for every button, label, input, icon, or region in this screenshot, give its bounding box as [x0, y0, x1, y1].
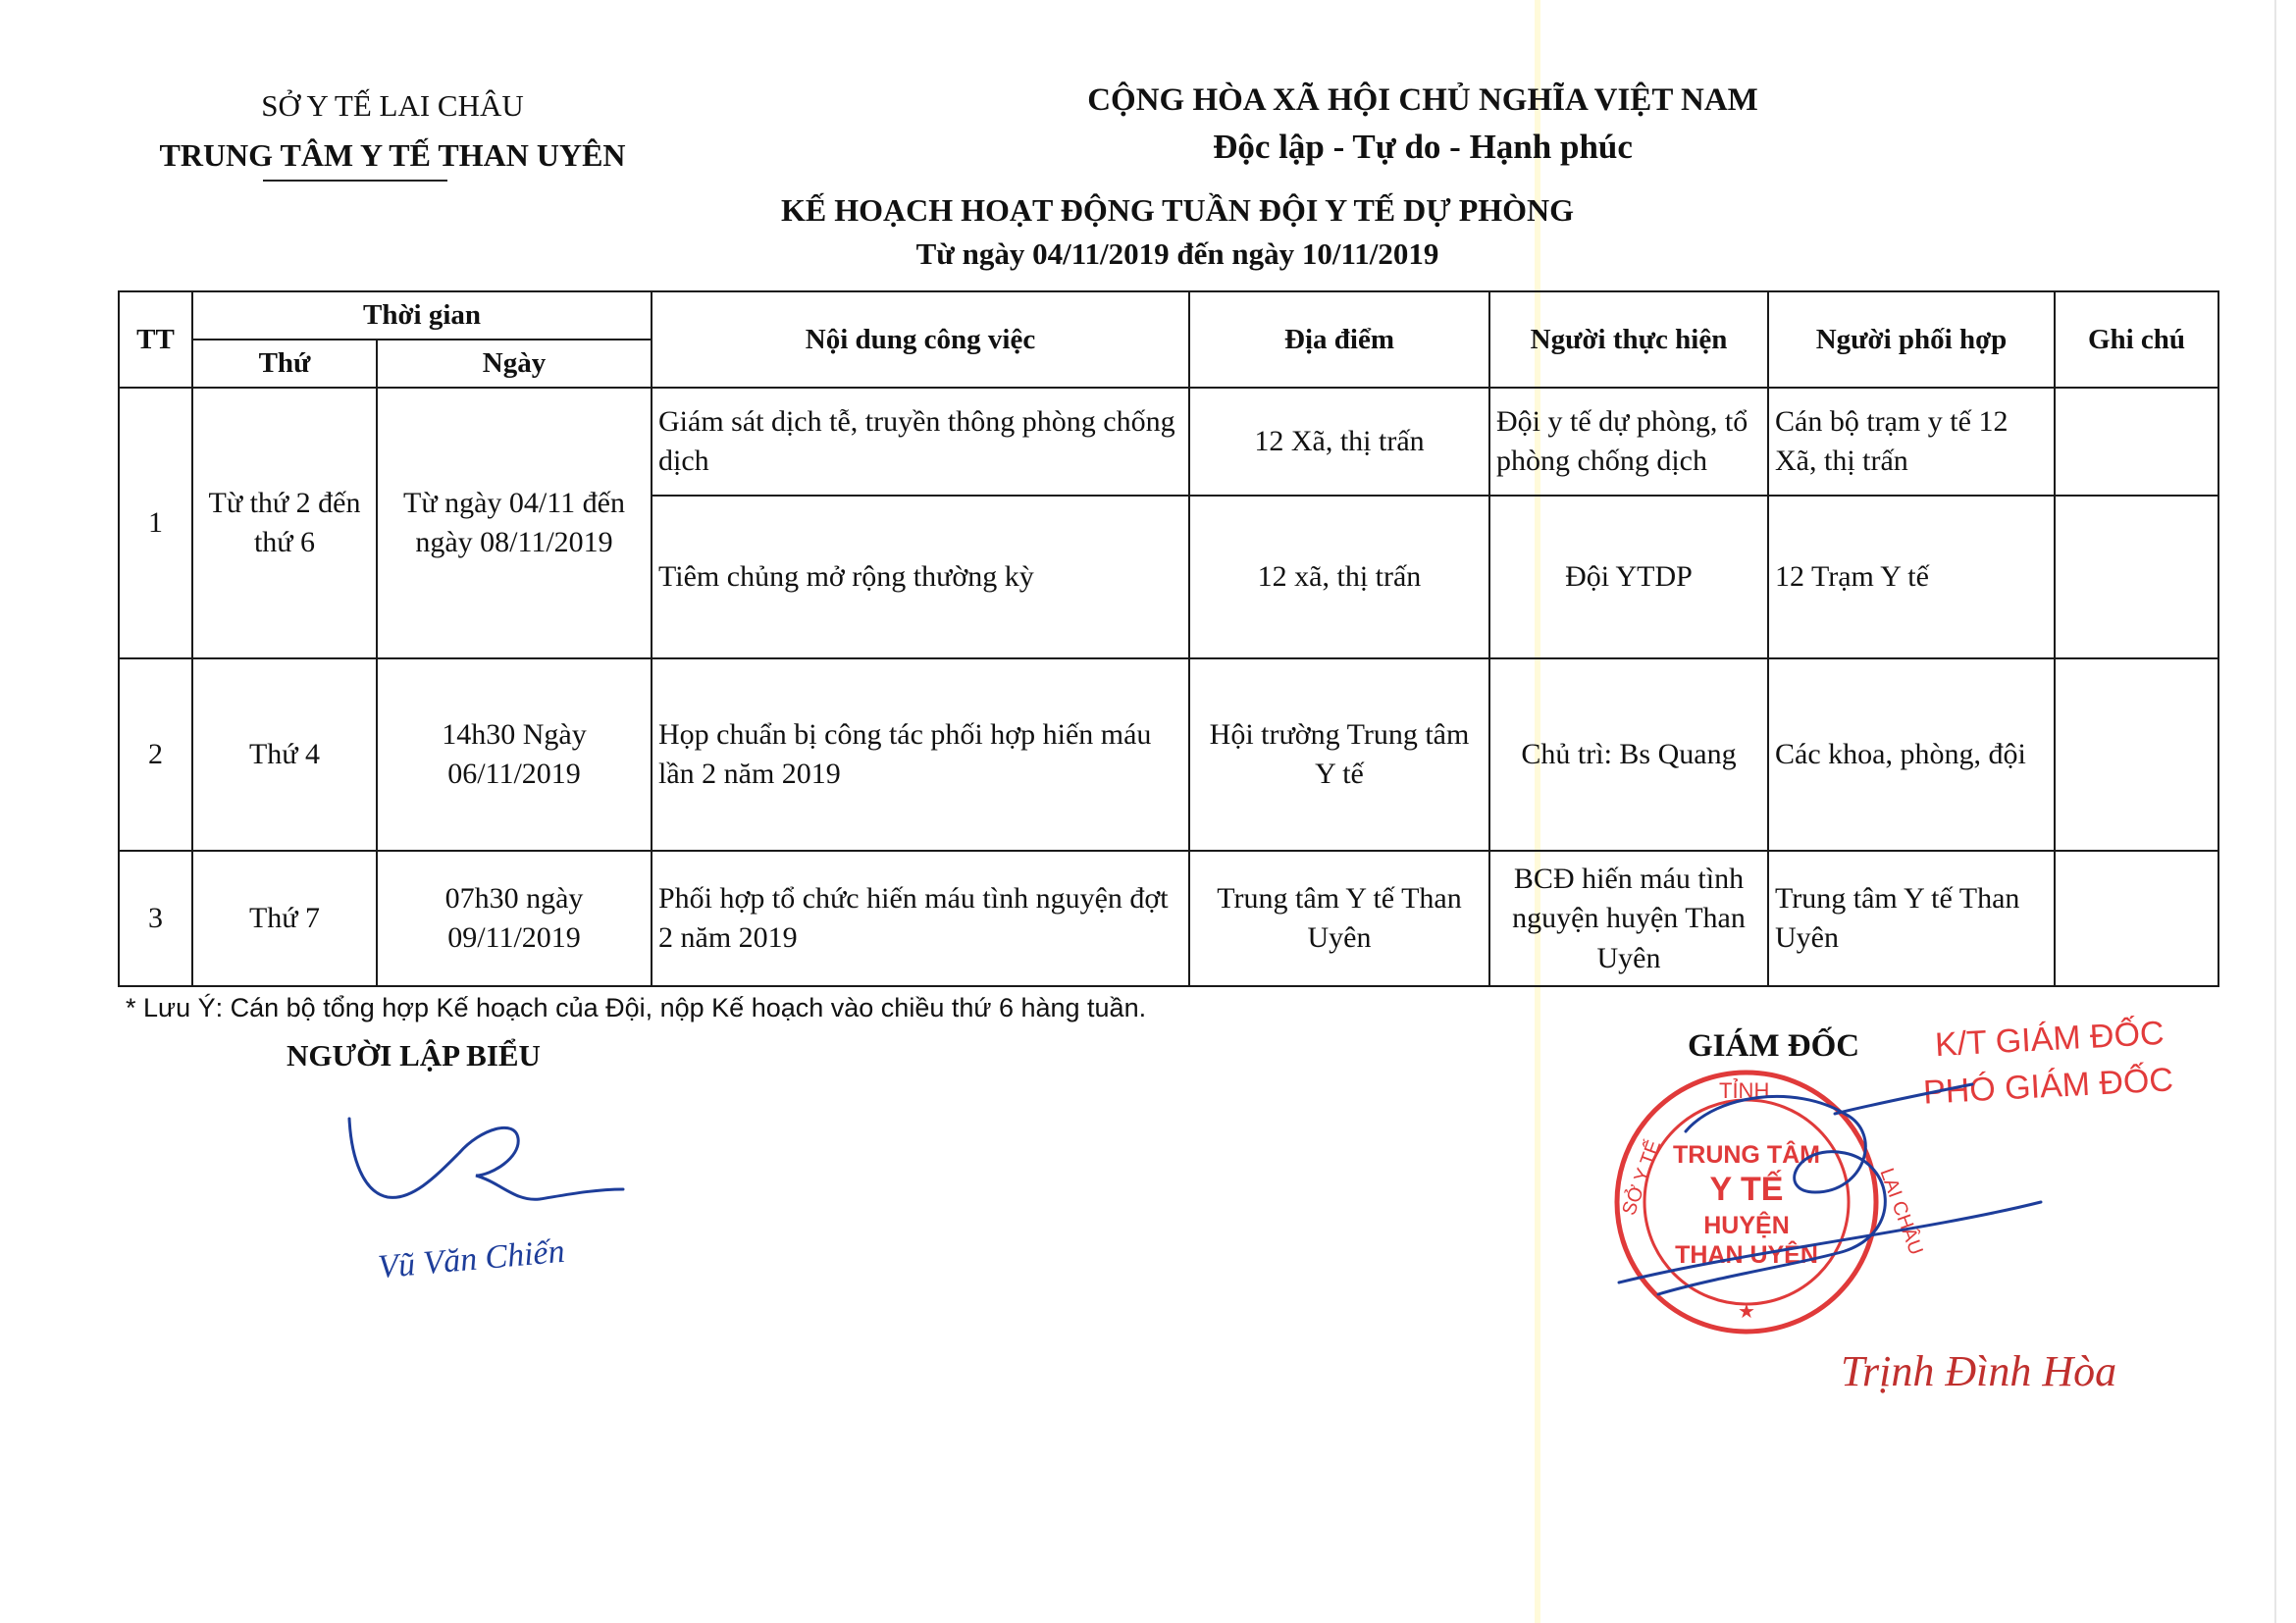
cell-content: Họp chuẩn bị công tác phối hợp hiến máu lần 2 năm 2019: [652, 658, 1189, 851]
table-row: [119, 851, 2218, 986]
cell-location: 12 Xã, thị trấn: [1189, 388, 1489, 496]
cell-executor: BCĐ hiến máu tình nguyện huyện Than Uyên: [1489, 851, 1768, 986]
cell-coordinator: Các khoa, phòng, đội: [1768, 658, 2055, 851]
cell-coordinator: 12 Trạm Y tế: [1768, 496, 2055, 658]
footer-note: * Lưu Ý: Cán bộ tổng hợp Kế hoạch của Đội, nộp Kế hoạch vào chiều thứ 6 hàng tuần.: [126, 993, 1147, 1022]
header-department: SỞ Y TẾ LAI CHÂU: [261, 88, 524, 123]
stamp-ring-left: SỞ Y TẾ: [1618, 1137, 1666, 1219]
cell-executor: Chủ trì: Bs Quang: [1489, 658, 1768, 851]
cell-coordinator: Cán bộ trạm y tế 12 Xã, thị trấn: [1768, 388, 2055, 496]
director-title: GIÁM ĐỐC: [1688, 1028, 1860, 1064]
header-underline: [263, 180, 447, 182]
document-title: KẾ HOẠCH HOẠT ĐỘNG TUẦN ĐỘI Y TẾ DỰ PHÒNG: [780, 192, 1575, 228]
header-national-title: CỘNG HÒA XÃ HỘI CHỦ NGHĨA VIỆT NAM: [1087, 82, 1758, 118]
table-row: [119, 388, 2218, 496]
cell-coordinator: Trung tâm Y tế Than Uyên: [1768, 851, 2055, 986]
table-row: [119, 658, 2218, 851]
stamp-top-text: TỈNH: [1719, 1078, 1770, 1103]
official-stamp-icon: [1599, 1055, 2051, 1349]
header-weekday: Thứ: [192, 340, 377, 388]
header-organization: TRUNG TÂM Y TẾ THAN UYÊN: [159, 137, 626, 173]
cell-location: Trung tâm Y tế Than Uyên: [1189, 851, 1489, 986]
cell-content: Giám sát dịch tễ, truyền thông phòng chống dịch: [652, 388, 1189, 496]
cell-note: [2055, 851, 2218, 986]
svg-text:★: ★: [1738, 1299, 1755, 1323]
preparer-name: Vũ Văn Chiến: [376, 1232, 566, 1286]
header-location: Địa điểm: [1189, 291, 1489, 388]
document-date-range: Từ ngày 04/11/2019 đến ngày 10/11/2019: [915, 236, 1439, 271]
cell-tt: 3: [119, 851, 192, 986]
cell-executor: Đội y tế dự phòng, tổ phòng chống dịch: [1489, 388, 1768, 496]
director-name: Trịnh Đình Hòa: [1841, 1347, 2117, 1395]
cell-tt: 2: [119, 658, 192, 851]
stamp-line-2: Y TẾ: [1709, 1171, 1784, 1208]
stamp-ring-right: LAI CHÂU: [1875, 1165, 1927, 1258]
cell-location: Hội trường Trung tâm Y tế: [1189, 658, 1489, 851]
preparer-title: NGƯỜI LẬP BIỂU: [287, 1038, 541, 1073]
header-executor: Người thực hiện: [1489, 291, 1768, 388]
deputy-label-1: K/T GIÁM ĐỐC: [1934, 1014, 2166, 1065]
header-motto: Độc lập - Tự do - Hạnh phúc: [1213, 128, 1633, 166]
cell-note: [2055, 388, 2218, 496]
deputy-label-2: PHÓ GIÁM ĐỐC: [1922, 1061, 2174, 1112]
cell-date: 14h30 Ngày 06/11/2019: [377, 658, 652, 851]
header-content: Nội dung công việc: [652, 291, 1189, 388]
stamp-line-3: HUYỆN: [1703, 1212, 1790, 1239]
cell-date: Từ ngày 04/11 đến ngày 08/11/2019: [377, 388, 652, 658]
cell-location: 12 xã, thị trấn: [1189, 496, 1489, 658]
cell-weekday: Thứ 4: [192, 658, 377, 851]
header-coordinator: Người phối hợp: [1768, 291, 2055, 388]
cell-weekday: Thứ 7: [192, 851, 377, 986]
cell-note: [2055, 658, 2218, 851]
cell-executor: Đội YTDP: [1489, 496, 1768, 658]
cell-note: [2055, 496, 2218, 658]
header-date: Ngày: [377, 340, 652, 388]
cell-content: Phối hợp tổ chức hiến máu tình nguyện đợt 2 năm 2019: [652, 851, 1189, 986]
cell-content: Tiêm chủng mở rộng thường kỳ: [652, 496, 1189, 658]
paper-edge-line: [2274, 0, 2276, 1623]
cell-tt: 1: [119, 388, 192, 658]
header-time: Thời gian: [192, 291, 652, 340]
table-header-row: [119, 291, 2218, 340]
header-note: Ghi chú: [2055, 291, 2218, 388]
activity-plan-table: [118, 290, 2219, 987]
cell-weekday: Từ thứ 2 đến thứ 6: [192, 388, 377, 658]
preparer-signature-image: [343, 1099, 628, 1236]
header-tt: TT: [119, 291, 192, 388]
cell-date: 07h30 ngày 09/11/2019: [377, 851, 652, 986]
stamp-line-1: TRUNG TÂM: [1673, 1141, 1820, 1169]
stamp-line-4: THAN UYÊN: [1675, 1241, 1818, 1269]
